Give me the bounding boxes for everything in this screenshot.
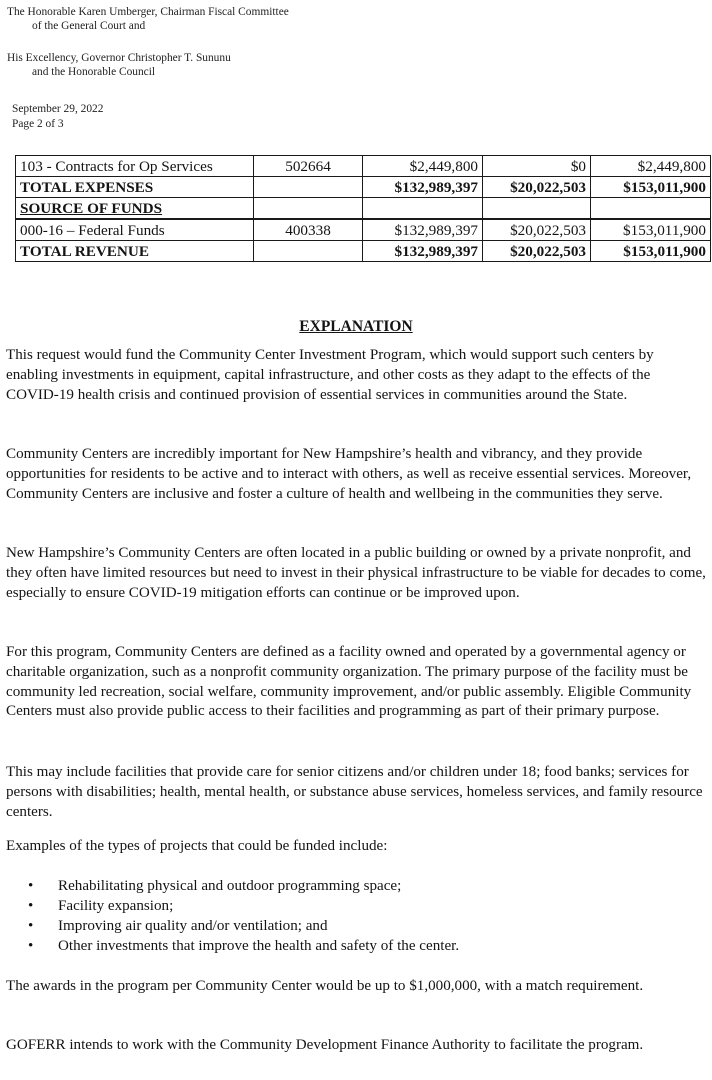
row-amount-2: $20,022,503	[483, 241, 591, 262]
paragraph-goferr: GOFERR intends to work with the Community Development Finance Authority to facilitate the program.	[6, 1037, 644, 1053]
row-code	[254, 198, 363, 220]
row-amount-2: $0	[483, 156, 591, 177]
paragraph-definition: For this program, Community Centers are defined as a facility owned and operated by a governmental agency or charitable organization, such as a nonprofit community organization. The primary purpose of the facility must be community led recreation, social welfare, community improvement, and/or public assembly. Eligible Community Centers must also provide public access to their facilities and programming as part of their primary purpose.	[6, 644, 692, 720]
table-row	[16, 156, 711, 177]
recipient-block-2	[7, 51, 231, 79]
bullet-icon: •	[28, 898, 34, 914]
row-amount-2: $20,022,503	[483, 177, 591, 198]
date-block	[12, 102, 103, 132]
bullet-icon: •	[28, 918, 34, 934]
letter-date: September 29, 2022	[12, 103, 104, 115]
row-amount-3: $153,011,900	[591, 241, 711, 262]
recipient-1-line-2: of the General Court and	[32, 20, 146, 32]
recipient-block-1	[7, 5, 289, 33]
row-amount-3: $153,011,900	[591, 177, 711, 198]
paragraph-infrastructure: New Hampshire’s Community Centers are often located in a public building or owned by a private nonprofit, and they often have limited resources but need to invest in their physical infrastructure to be viable for decades to come, especially to ensure COVID-19 mitigation efforts can continue or be improved upon.	[6, 545, 706, 601]
paragraph-examples-intro: Examples of the types of projects that could be funded include:	[6, 838, 388, 854]
project-examples-list	[28, 876, 459, 956]
recipient-1-line-1: The Honorable Karen Umberger, Chairman Fiscal Committee	[7, 6, 289, 18]
row-amount-1: $132,989,397	[363, 219, 483, 241]
row-amount-3	[591, 198, 711, 220]
list-item	[28, 936, 459, 956]
table-row-total-expenses	[16, 177, 711, 198]
table-row-source-of-funds	[16, 198, 711, 220]
row-amount-2: $20,022,503	[483, 219, 591, 241]
explanation-heading: EXPLANATION	[299, 318, 413, 335]
bullet-icon: •	[28, 878, 34, 894]
list-item-text: Facility expansion;	[58, 898, 174, 914]
row-label: 000-16 – Federal Funds	[16, 219, 254, 241]
paragraph-importance: Community Centers are incredibly important for New Hampshire’s health and vibrancy, and they provide opportunities for residents to be active and to interact with others, as well as receive essential services. Moreover, Community Centers are inclusive and foster a culture of health and wellbeing in the communities they serve.	[6, 446, 692, 502]
row-label: TOTAL REVENUE	[16, 241, 254, 262]
bullet-icon: •	[28, 938, 34, 954]
row-code: 400338	[254, 219, 363, 241]
list-item-text: Improving air quality and/or ventilation; and	[58, 918, 328, 934]
row-amount-1	[363, 198, 483, 220]
list-item	[28, 876, 459, 896]
list-item-text: Rehabilitating physical and outdoor programming space;	[58, 878, 402, 894]
row-amount-2	[483, 198, 591, 220]
row-label	[16, 198, 254, 220]
row-amount-3: $2,449,800	[591, 156, 711, 177]
row-code	[254, 241, 363, 262]
section-heading: SOURCE OF FUNDS	[20, 199, 163, 217]
list-item-text: Other investments that improve the health and safety of the center.	[58, 938, 460, 954]
table-row-total-revenue	[16, 241, 711, 262]
row-code: 502664	[254, 156, 363, 177]
row-code	[254, 177, 363, 198]
row-amount-3: $153,011,900	[591, 219, 711, 241]
table-row	[16, 219, 711, 241]
paragraph-awards: The awards in the program per Community Center would be up to $1,000,000, with a match requirement.	[6, 978, 644, 994]
paragraph-facility-types: This may include facilities that provide care for senior citizens and/or children under 18; food banks; services for persons with disabilities; health, mental health, or substance abuse services, homeless services, and family resource centers.	[6, 764, 703, 820]
row-label: TOTAL EXPENSES	[16, 177, 254, 198]
paragraph-intro: This request would fund the Community Center Investment Program, which would support such centers by enabling investments in equipment, capital infrastructure, and other costs as they adapt to the effects of the COVID-19 health crisis and continued provision of essential services in communities around the State.	[6, 347, 654, 403]
recipient-2-line-1: His Excellency, Governor Christopher T. Sununu	[7, 52, 231, 64]
budget-table	[15, 155, 711, 262]
row-amount-1: $132,989,397	[363, 241, 483, 262]
page-number: Page 2 of 3	[12, 118, 64, 130]
recipient-2-line-2: and the Honorable Council	[32, 66, 156, 78]
row-label: 103 - Contracts for Op Services	[16, 156, 254, 177]
row-amount-1: $132,989,397	[363, 177, 483, 198]
row-amount-1: $2,449,800	[363, 156, 483, 177]
list-item	[28, 916, 459, 936]
list-item	[28, 896, 459, 916]
